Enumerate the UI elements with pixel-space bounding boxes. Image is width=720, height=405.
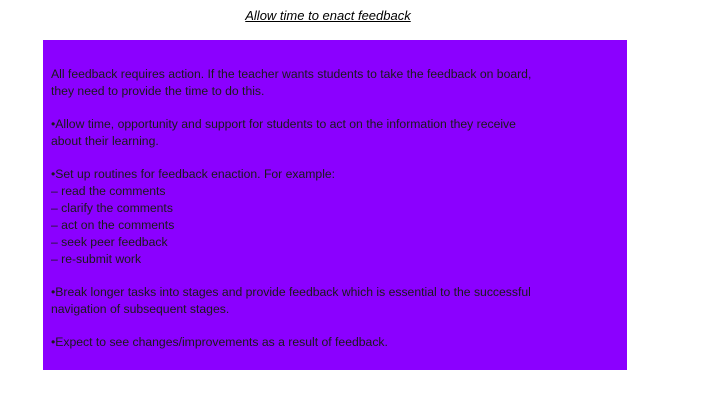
slide-title: Allow time to enact feedback <box>245 8 411 23</box>
allow-time-line-1: •Allow time, opportunity and support for students to act on the information they receive <box>51 117 516 131</box>
routine-item: – seek peer feedback <box>51 235 168 249</box>
expect-paragraph <box>51 334 619 351</box>
allow-time-line-2: about their learning. <box>51 134 159 148</box>
stages-line-1: •Break longer tasks into stages and provide feedback which is essential to the successful <box>51 285 531 299</box>
stages-line-2: navigation of subsequent stages. <box>51 302 230 316</box>
routines-lead: •Set up routines for feedback enaction. For example: <box>51 167 336 181</box>
stages-paragraph <box>51 284 619 318</box>
intro-paragraph <box>51 66 619 100</box>
allow-time-paragraph <box>51 116 619 150</box>
intro-line-1: All feedback requires action. If the teacher wants students to take the feedback on board, <box>51 67 532 81</box>
routines-paragraph <box>51 166 619 268</box>
content-panel <box>43 40 627 370</box>
routine-item: – clarify the comments <box>51 201 173 215</box>
routine-item: – read the comments <box>51 184 166 198</box>
intro-line-2: they need to provide the time to do this. <box>51 84 265 98</box>
routine-item: – act on the comments <box>51 218 175 232</box>
expect-line-1: •Expect to see changes/improvements as a result of feedback. <box>51 335 388 349</box>
routine-item: – re-submit work <box>51 252 142 266</box>
